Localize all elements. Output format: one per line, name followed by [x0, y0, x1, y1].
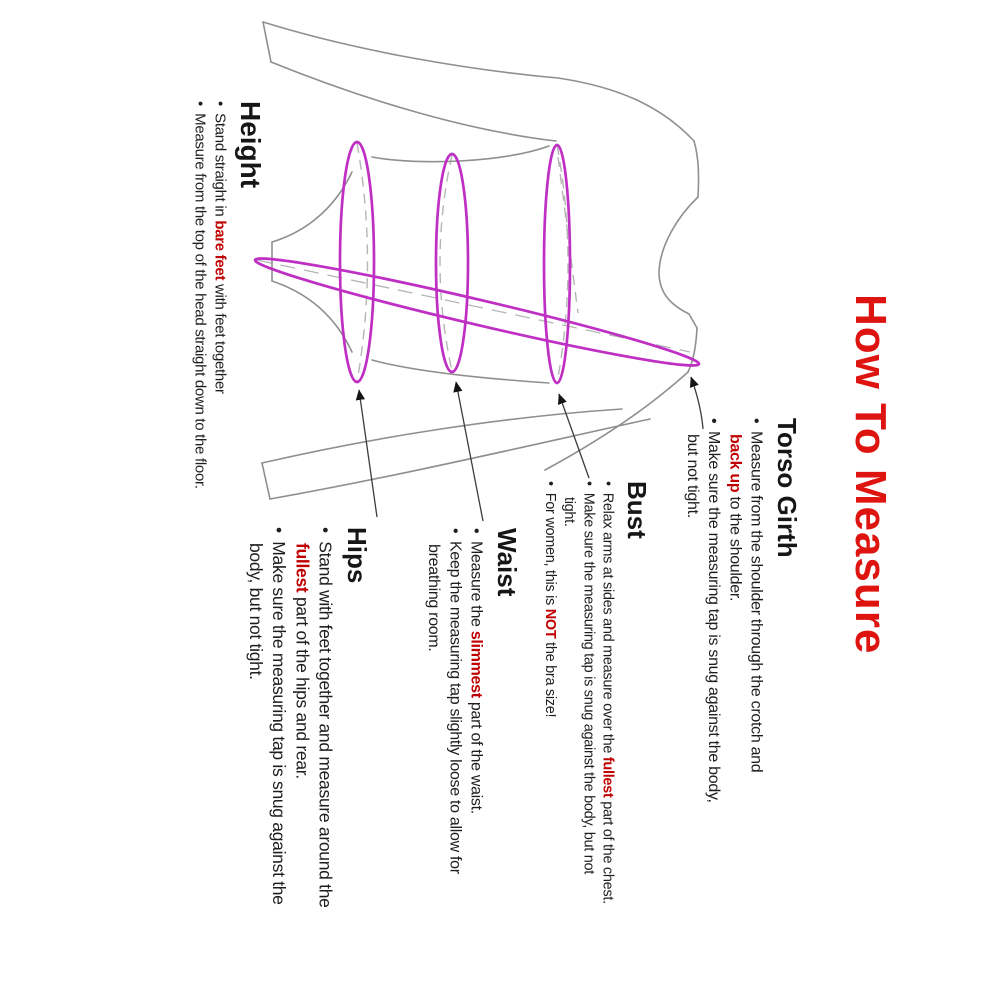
section-waist-bullets	[423, 528, 487, 948]
section-torso-girth-title: Torso Girth	[772, 418, 802, 558]
waist-loop	[436, 154, 468, 372]
section-height-title: Height	[235, 101, 266, 189]
hidden-edge-lines	[257, 143, 690, 383]
section-bust-bullets	[540, 481, 617, 981]
top-sleeve-cuff	[263, 22, 271, 62]
hips-loop	[340, 142, 374, 382]
bullet-item: • Stand with feet together and measure around the fullest part of the hips and rear.	[290, 527, 337, 997]
torso-top-edge	[372, 146, 549, 162]
section-torso-girth-bullets	[682, 418, 767, 863]
bullet-item: • Relax arms at sides and measure over the fullest part of the chest.	[597, 481, 616, 981]
bullet-item: • Measure from the shoulder through the crotch and back up to the shoulder.	[724, 418, 767, 863]
page-title: How To Measure	[846, 294, 895, 655]
bottom-sleeve-top-edge	[262, 409, 622, 463]
section-bust	[540, 481, 650, 981]
bullet-item: • Stand straight in bare feet with feet together	[210, 101, 230, 581]
section-hips-title: Hips	[342, 527, 372, 584]
bullet-item: • Make sure the measuring tap is snug against the body, but not tight.	[682, 418, 725, 863]
top-sleeve-and-shoulder	[263, 22, 699, 197]
bullet-item: • Measure the slimmest part of the waist.	[465, 528, 486, 948]
section-torso-girth	[682, 418, 800, 863]
bullet-item: • Measure from the top of the head straight down to the floor.	[190, 101, 210, 581]
bullet-item: • For women, this is NOT the bra size!	[540, 481, 559, 981]
bullet-item: • Keep the measuring tap slightly loose to allow for breathing room.	[423, 528, 466, 948]
section-height-bullets	[190, 101, 230, 581]
bullet-item: • Make sure the measuring tap is snug against the body, but not tight.	[244, 527, 291, 997]
measuring-loops	[252, 142, 702, 383]
leotard-outline	[262, 22, 699, 499]
section-bust-title: Bust	[622, 481, 652, 539]
bust-arrow	[559, 394, 589, 478]
section-waist-title: Waist	[492, 528, 522, 597]
bullet-item: • Make sure the measuring tap is snug against the body, but not tight.	[559, 481, 598, 981]
section-height	[190, 101, 265, 581]
body-bottom-curve	[545, 372, 688, 470]
waist-arrow	[456, 382, 483, 521]
torso-bottom-edge	[372, 360, 549, 383]
bust-loop	[544, 145, 570, 383]
section-hips	[244, 527, 370, 997]
section-hips-bullets	[244, 527, 337, 997]
section-waist	[423, 528, 520, 948]
hips-arrow	[359, 390, 377, 517]
torso-girth-loop	[252, 248, 702, 376]
neckline	[659, 197, 698, 328]
